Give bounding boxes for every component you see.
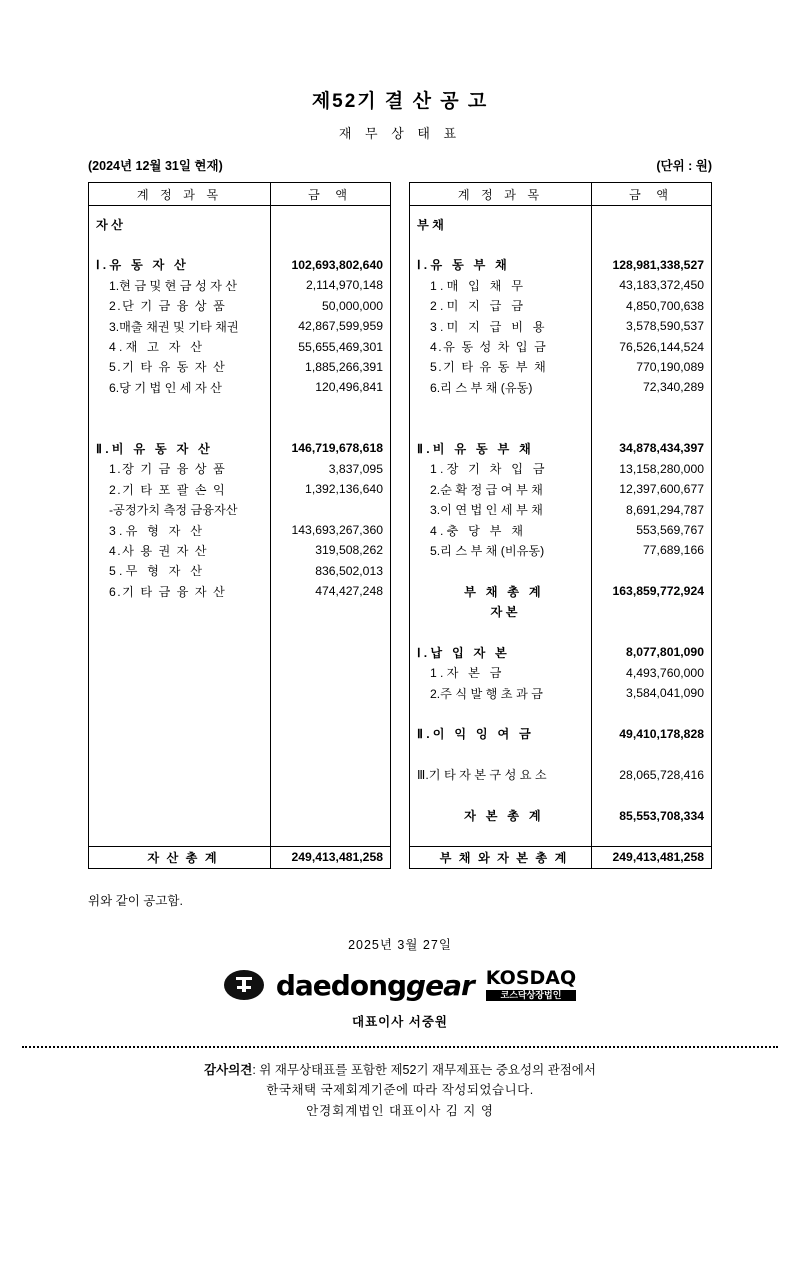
row-label: 자 본 총 계 [464, 809, 544, 824]
row-label: 5.기 타 유 동 자 산 [109, 360, 227, 375]
row-amount: 43,183,372,450 [592, 275, 712, 295]
filler-row [89, 663, 391, 683]
table-row [89, 296, 391, 316]
table-row [410, 499, 712, 519]
row-label: Ⅱ.비 유 동 자 산 [96, 441, 213, 456]
filler-cell [89, 601, 271, 621]
row-amount: 4,850,700,638 [592, 296, 712, 316]
row-label: 4.재 고 자 산 [109, 340, 206, 355]
row-label: 5.리 스 부 채 (비유동) [430, 543, 545, 558]
row-amount: 553,569,767 [592, 520, 712, 540]
table-row [89, 316, 391, 336]
row-amount: 143,693,267,360 [271, 520, 391, 540]
row-label [410, 398, 592, 418]
meta-row [0, 156, 800, 174]
filler-cell [271, 642, 391, 662]
row-amount: 128,981,338,527 [592, 255, 712, 275]
row-label: 자 본 [490, 605, 518, 620]
table-row [89, 540, 391, 560]
announcement-date: 2025년 3월 27일 [348, 937, 452, 952]
filler-row [89, 703, 391, 723]
filler-row [89, 826, 391, 847]
kosdaq-sub: 코스닥상장법인 [486, 990, 576, 1001]
assets-header-amount: 금 액 [271, 183, 391, 206]
filler-cell [89, 683, 271, 703]
table-row [89, 357, 391, 377]
row-amount: 1,885,266,391 [271, 357, 391, 377]
row-amount: 319,508,262 [271, 540, 391, 560]
row-amount: 102,693,802,640 [271, 255, 391, 275]
row-amount: 28,065,728,416 [592, 765, 712, 785]
page-title: 제52기 결 산 공 고 [311, 91, 489, 112]
audit-line-2: 한국채택 국제회계기준에 따라 작성되었습니다. [266, 1083, 534, 1098]
table-row [89, 398, 391, 418]
liabilities-section-title-row [410, 206, 712, 235]
table-row [89, 561, 391, 581]
row-amount [271, 499, 391, 519]
page-subtitle: 재 무 상 태 표 [338, 126, 462, 141]
row-label [410, 785, 592, 805]
row-amount: 49,410,178,828 [592, 724, 712, 744]
row-label: 6.리 스 부 채 (유동) [430, 380, 533, 395]
assets-section-title-amount [271, 206, 391, 235]
closing-note: 위와 같이 공고함. [88, 893, 183, 908]
liabilities-header-account: 계 정 과 목 [410, 183, 592, 206]
row-amount: 13,158,280,000 [592, 459, 712, 479]
row-label [410, 744, 592, 764]
balance-sheet-tables [0, 182, 800, 869]
filler-cell [592, 826, 712, 847]
brand-main: daedong [275, 968, 407, 1002]
row-label: 4.충 당 부 채 [430, 523, 527, 538]
row-label: 3.이 연 법 인 세 부 채 [430, 503, 543, 518]
liabilities-total-label: 부 채 와 자 본 총 계 [410, 847, 592, 868]
row-amount: 3,578,590,537 [592, 316, 712, 336]
audit-label: 감사의견 [204, 1062, 253, 1077]
audit-line-3: 안경회계법인 대표이사 김 지 영 [306, 1103, 494, 1118]
filler-cell [271, 765, 391, 785]
row-amount [271, 398, 391, 418]
table-row [89, 336, 391, 356]
row-label: 5.기 타 유 동 부 채 [430, 360, 548, 375]
table-row [89, 520, 391, 540]
assets-section-title: 자 산 [96, 217, 123, 232]
row-amount: 3,837,095 [271, 459, 391, 479]
table-row [89, 479, 391, 499]
table-row [410, 744, 712, 764]
row-label: 4.유 동 성 차 입 금 [430, 340, 548, 355]
row-amount: 34,878,434,397 [592, 438, 712, 458]
row-label: 2.주 식 발 행 초 과 금 [430, 686, 543, 701]
row-amount [592, 561, 712, 581]
table-row [410, 642, 712, 662]
table-row [410, 479, 712, 499]
assets-table [88, 182, 391, 869]
assets-header-account: 계 정 과 목 [89, 183, 271, 206]
spacer-cell [410, 234, 592, 254]
filler-cell [89, 703, 271, 723]
row-amount [592, 703, 712, 723]
table-row [410, 601, 712, 621]
table-row [410, 805, 712, 825]
filler-row [89, 765, 391, 785]
filler-row [410, 826, 712, 847]
row-label: Ⅰ.납 입 자 본 [417, 645, 511, 660]
liabilities-section-title-amount [592, 206, 712, 235]
liabilities-table-header [410, 183, 712, 206]
ceo-signature: 대표이사 서중원 [352, 1014, 448, 1029]
assets-total-amount: 249,413,481,258 [271, 847, 391, 868]
row-label: 2.기 타 포 괄 손 익 [109, 482, 227, 497]
row-amount: 4,493,760,000 [592, 663, 712, 683]
audit-text-1: : 위 재무상태표를 포함한 제52기 재무제표는 중요성의 관점에서 [252, 1062, 596, 1077]
filler-cell [271, 663, 391, 683]
kosdaq-main: KOSDAQ [485, 967, 577, 989]
filler-cell [271, 683, 391, 703]
assets-spacer-row [89, 234, 391, 254]
row-label: 2.단 기 금 융 상 품 [109, 299, 227, 314]
liabilities-table [409, 182, 712, 869]
filler-cell [89, 785, 271, 805]
table-row [410, 357, 712, 377]
table-row [89, 499, 391, 519]
row-label: 6.기 타 금 융 자 산 [109, 584, 227, 599]
row-amount: 85,553,708,334 [592, 805, 712, 825]
table-row [89, 438, 391, 458]
table-row [410, 581, 712, 601]
filler-row [89, 805, 391, 825]
filler-cell [271, 703, 391, 723]
filler-cell [271, 724, 391, 744]
row-amount: 8,691,294,787 [592, 499, 712, 519]
footer-divider [22, 1046, 778, 1048]
kosdaq-badge [486, 969, 576, 1001]
row-amount: 146,719,678,618 [271, 438, 391, 458]
row-amount: 2,114,970,148 [271, 275, 391, 295]
filler-cell [89, 826, 271, 847]
liabilities-spacer-row [410, 234, 712, 254]
filler-cell [89, 642, 271, 662]
liabilities-section-title: 부 채 [417, 217, 444, 232]
filler-row [89, 744, 391, 764]
assets-table-header [89, 183, 391, 206]
row-amount [592, 622, 712, 642]
filler-cell [271, 805, 391, 825]
audit-opinion [0, 1060, 800, 1122]
row-label [410, 703, 592, 723]
table-row [89, 377, 391, 397]
row-amount: 42,867,599,959 [271, 316, 391, 336]
table-row [410, 683, 712, 703]
spacer-cell [592, 234, 712, 254]
table-row [410, 275, 712, 295]
table-row [410, 255, 712, 275]
row-label: 3.미 지 급 비 용 [430, 319, 548, 334]
table-row [410, 377, 712, 397]
row-label: Ⅰ.유 동 자 산 [96, 258, 190, 273]
table-row [410, 663, 712, 683]
filler-row [89, 724, 391, 744]
unit-label: (단위 : 원) [656, 159, 712, 173]
row-label: Ⅰ.유 동 부 채 [417, 258, 511, 273]
brand-sub: gear [406, 968, 474, 1002]
table-row [89, 418, 391, 438]
table-row [410, 724, 712, 744]
row-label: Ⅱ.이 익 잉 여 금 [417, 727, 534, 742]
row-label: 1.매 입 채 무 [430, 278, 527, 293]
filler-cell [89, 805, 271, 825]
filler-row [89, 785, 391, 805]
row-amount: 76,526,144,524 [592, 336, 712, 356]
row-amount [271, 418, 391, 438]
filler-cell [271, 601, 391, 621]
row-label: -공정가치 측정 금융자산 [109, 503, 238, 518]
filler-cell [89, 765, 271, 785]
filler-row [89, 642, 391, 662]
row-amount: 77,689,166 [592, 540, 712, 560]
filler-row [89, 683, 391, 703]
spacer-cell [271, 234, 391, 254]
table-row [410, 316, 712, 336]
filler-cell [89, 663, 271, 683]
row-label: Ⅲ.기 타 자 본 구 성 요 소 [417, 768, 547, 783]
table-row [410, 561, 712, 581]
table-row [410, 398, 712, 418]
table-row [410, 703, 712, 723]
row-label [410, 418, 592, 438]
row-label [410, 561, 592, 581]
row-label: 1.장 기 금 융 상 품 [109, 462, 227, 477]
filler-cell [271, 744, 391, 764]
as-of-date: (2024년 12월 31일 현재) [88, 159, 223, 173]
row-label: 3.유 형 자 산 [109, 523, 206, 538]
row-amount: 770,190,089 [592, 357, 712, 377]
row-label: 6.당 기 법 인 세 자 산 [109, 380, 222, 395]
row-label [89, 398, 271, 418]
row-label: Ⅱ.비 유 동 부 채 [417, 441, 534, 456]
spacer-cell [89, 234, 271, 254]
row-amount: 120,496,841 [271, 377, 391, 397]
table-row [410, 540, 712, 560]
row-amount: 836,502,013 [271, 561, 391, 581]
row-amount: 163,859,772,924 [592, 581, 712, 601]
filler-row [89, 622, 391, 642]
row-label [89, 418, 271, 438]
table-row [89, 459, 391, 479]
table-row [410, 765, 712, 785]
row-label: 3.매출 채권 및 기타 채권 [109, 319, 239, 334]
assets-section-title-row [89, 206, 391, 235]
filler-cell [89, 744, 271, 764]
table-row [410, 622, 712, 642]
filler-cell [410, 826, 592, 847]
brand-wordmark [276, 969, 474, 1002]
table-row [410, 296, 712, 316]
table-row [89, 255, 391, 275]
row-label: 2.미 지 급 금 [430, 299, 527, 314]
liabilities-total-row [410, 847, 712, 868]
assets-total-label: 자 산 총 계 [89, 847, 271, 868]
row-label: 2.순 확 정 급 여 부 채 [430, 482, 543, 497]
row-amount: 72,340,289 [592, 377, 712, 397]
row-amount [592, 601, 712, 621]
row-amount [592, 744, 712, 764]
filler-cell [271, 622, 391, 642]
table-row [89, 275, 391, 295]
row-amount [592, 785, 712, 805]
row-amount: 474,427,248 [271, 581, 391, 601]
row-label: 5.무 형 자 산 [109, 564, 206, 579]
row-amount [592, 398, 712, 418]
daedong-emblem-icon [224, 970, 264, 1000]
filler-cell [89, 622, 271, 642]
table-row [410, 520, 712, 540]
row-amount: 50,000,000 [271, 296, 391, 316]
row-label: 1.현 금 및 현 금 성 자 산 [109, 278, 238, 293]
filler-cell [271, 785, 391, 805]
row-amount: 55,655,469,301 [271, 336, 391, 356]
row-amount: 12,397,600,677 [592, 479, 712, 499]
liabilities-header-amount: 금 액 [592, 183, 712, 206]
table-row [410, 459, 712, 479]
announcement-page [0, 86, 800, 1262]
table-row [89, 581, 391, 601]
assets-total-row [89, 847, 391, 868]
table-row [410, 418, 712, 438]
row-label: 4.사 용 권 자 산 [109, 543, 209, 558]
filler-cell [89, 724, 271, 744]
table-row [410, 785, 712, 805]
company-logo [0, 969, 800, 1002]
audit-line-1 [0, 1060, 800, 1081]
row-label: 1.장 기 차 입 금 [430, 462, 548, 477]
filler-cell [271, 826, 391, 847]
row-label: 부 채 총 계 [464, 584, 544, 599]
table-row [410, 438, 712, 458]
filler-row [89, 601, 391, 621]
table-row [410, 336, 712, 356]
row-amount [592, 418, 712, 438]
liabilities-total-amount: 249,413,481,258 [592, 847, 712, 868]
row-amount: 8,077,801,090 [592, 642, 712, 662]
row-label [410, 622, 592, 642]
row-amount: 3,584,041,090 [592, 683, 712, 703]
row-amount: 1,392,136,640 [271, 479, 391, 499]
row-label: 1.자 본 금 [430, 666, 505, 681]
